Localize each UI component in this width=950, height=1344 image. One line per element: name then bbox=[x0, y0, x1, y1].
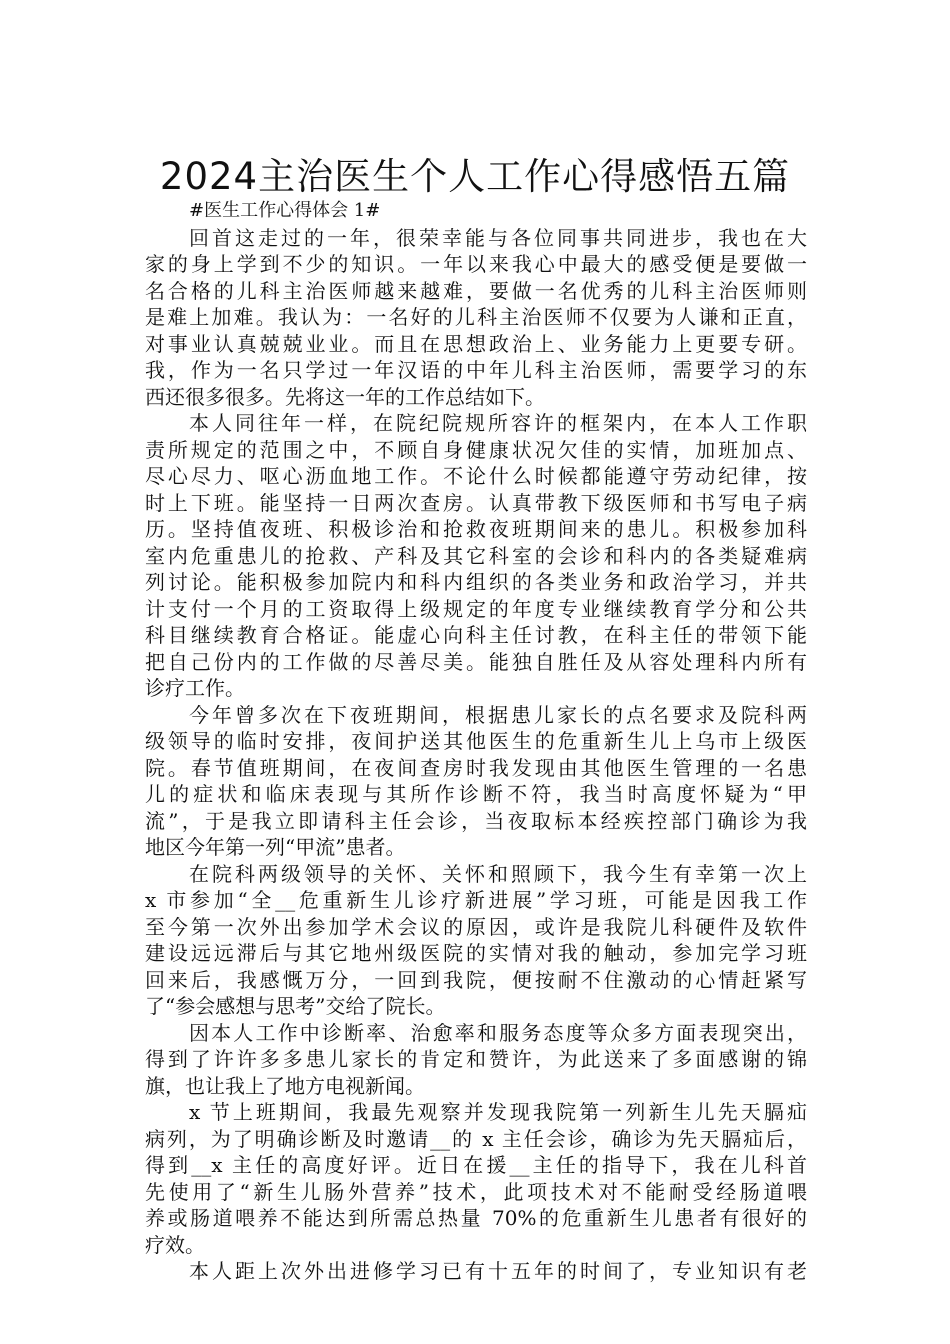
body-line: 科目继续教育合格证。能虚心向科主任讨教，在科主任的带领下能 bbox=[145, 623, 807, 647]
body-line: x 节上班期间，我最先观察并发现我院第一列新生儿先天膈疝 bbox=[189, 1100, 807, 1124]
body-line: 得到__x 主任的高度好评。近日在援__主任的指导下，我在儿科首 bbox=[145, 1153, 807, 1177]
body-line: 级领导的临时安排，夜间护送其他医生的危重新生儿上乌市上级医 bbox=[145, 729, 807, 753]
body-line: 病列，为了明确诊断及时邀请__的 x 主任会诊，确诊为先天膈疝后， bbox=[145, 1126, 807, 1151]
body-line: 本人同往年一样，在院纪院规所容许的框架内，在本人工作职 bbox=[189, 411, 807, 435]
body-line: 疗效。 bbox=[145, 1232, 205, 1257]
body-line: 家的身上学到不少的知识。一年以来我心中最大的感受便是要做一 bbox=[145, 252, 807, 276]
body-line: 计支付一个月的工资取得上级规定的年度专业继续教育学分和公共 bbox=[145, 596, 807, 621]
body-line: 尽心尽力、呕心沥血地工作。不论什么时候都能遵守劳动纪律，按 bbox=[145, 464, 807, 488]
body-line: 本人距上次外出进修学习已有十五年的时间了，专业知识有老 bbox=[189, 1259, 807, 1283]
body-line: 是难上加难。我认为：一名好的儿科主治医师不仅要为人谦和正直， bbox=[145, 305, 807, 329]
body-line: 旗，也让我上了地方电视新闻。 bbox=[145, 1073, 425, 1098]
body-line: 今年曾多次在下夜班期间，根据患儿家长的点名要求及院科两 bbox=[189, 702, 807, 727]
body-line: 回来后，我感慨万分，一回到我院，便按耐不住激动的心情赶紧写 bbox=[145, 967, 807, 992]
body-line: 建设远远滞后与其它地州级医院的实情对我的触动，参加完学习班 bbox=[145, 941, 807, 965]
body-line: 诊疗工作。 bbox=[145, 676, 245, 700]
body-line: 流”，于是我立即请科主任会诊，当夜取标本经疾控部门确诊为我 bbox=[145, 808, 807, 833]
body-line: 在院科两级领导的关怀、关怀和照顾下，我今生有幸第一次上 bbox=[189, 861, 807, 886]
body-line: 名合格的儿科主治医师越来越难，要做一名优秀的儿科主治医师则 bbox=[145, 278, 807, 303]
body-line: 了“参会感想与思考”交给了院长。 bbox=[145, 994, 446, 1018]
body-line: 因本人工作中诊断率、治愈率和服务态度等众多方面表现突出， bbox=[189, 1020, 807, 1045]
body-line: 列讨论。能积极参加院内和科内组织的各类业务和政治学习，并共 bbox=[145, 570, 807, 594]
body-line: 历。坚持值夜班、积极诊治和抢救夜班期间来的患儿。积极参加科 bbox=[145, 517, 807, 541]
body-line: 地区今年第一列“甲流”患者。 bbox=[145, 835, 406, 859]
body-line: 责所规定的范围之中，不顾自身健康状况欠佳的实情，加班加点、 bbox=[145, 437, 807, 462]
section-heading: #医生工作心得体会 1# bbox=[189, 200, 381, 221]
body-line: 得到了许许多多患儿家长的肯定和赞许，为此送来了多面感谢的锦 bbox=[145, 1047, 807, 1071]
body-line: 先使用了“新生儿肠外营养”技术，此项技术对不能耐受经肠道喂 bbox=[145, 1179, 807, 1204]
document-title: 2024主治医生个人工作心得感悟五篇 bbox=[159, 154, 791, 198]
body-line: 养或肠道喂养不能达到所需总热量 70%的危重新生儿患者有很好的 bbox=[145, 1206, 807, 1230]
document-body bbox=[145, 198, 807, 1285]
body-line: 院。春节值班期间，在夜间查房时我发现由其他医生管理的一名患 bbox=[145, 755, 807, 780]
body-line: x 市参加“全__危重新生儿诊疗新进展”学习班，可能是因我工作 bbox=[145, 888, 807, 912]
body-line: 回首这走过的一年，很荣幸能与各位同事共同进步，我也在大 bbox=[189, 225, 807, 250]
body-line: 至今第一次外出参加学术会议的原因，或许是我院儿科硬件及软件 bbox=[145, 914, 807, 939]
body-line: 室内危重患儿的抢救、产科及其它科室的会诊和科内的各类疑难病 bbox=[145, 543, 807, 568]
body-line: 儿的症状和临床表现与其所作诊断不符，我当时高度怀疑为“甲 bbox=[145, 782, 807, 806]
body-line: 西还很多很多。先将这一年的工作总结如下。 bbox=[145, 384, 545, 409]
body-line: 我，作为一名只学过一年汉语的中年儿科主治医师，需要学习的东 bbox=[145, 358, 807, 382]
body-line: 时上下班。能坚持一日两次查房。认真带教下级医师和书写电子病 bbox=[145, 490, 807, 515]
body-line: 对事业认真兢兢业业。而且在思想政治上、业务能力上更要专研。 bbox=[145, 331, 807, 356]
body-line: 把自己份内的工作做的尽善尽美。能独自胜任及从容处理科内所有 bbox=[145, 649, 807, 674]
